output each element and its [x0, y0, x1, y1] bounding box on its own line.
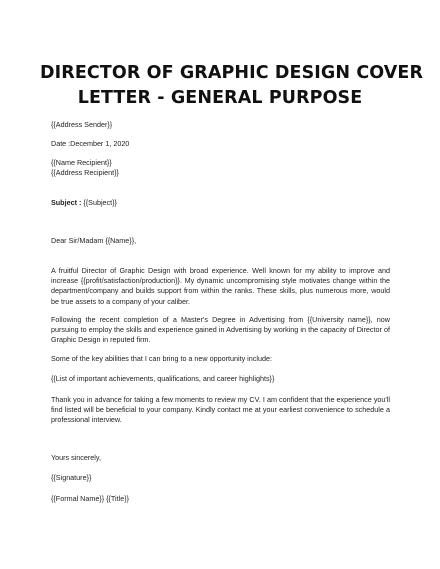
signature: {{Signature}} — [51, 473, 92, 482]
salutation: Dear Sir/Madam {{Name}}, — [51, 236, 137, 245]
letter-date: Date :December 1, 2020 — [51, 139, 130, 148]
subject-line — [51, 198, 390, 208]
formal-name-title: {{Formal Name}} {{Title}} — [51, 494, 130, 503]
address-sender: {{Address Sender}} — [51, 120, 113, 129]
paragraph-closing: Thank you in advance for taking a few moments to review my CV. I am confident that the experience you'll find listed will be beneficial to your company. Kindly contact me at your earliest convenience to schedule a professional interview. — [51, 395, 390, 425]
name-recipient: {{Name Recipient}} — [51, 158, 112, 167]
paragraph-abilities: Some of the key abilities that I can bring to a new opportunity include: — [51, 354, 272, 363]
paragraph-intro: A fruitful Director of Graphic Design with broad experience. Well known for my ability to improve and increase {{profit/satisfaction/production}}. My dynamic uncompromising style motivates change within the department/company and builds support from within the ranks. These skills, plus numerous more, would be true assets to a company of your caliber. — [51, 266, 390, 306]
address-recipient: {{Address Recipient}} — [51, 168, 119, 177]
letter-title — [40, 61, 424, 111]
title-line-2: LETTER - GENERAL PURPOSE — [77, 88, 363, 108]
closing: Yours sincerely, — [51, 453, 101, 462]
subject-value: {{Subject}} — [81, 198, 117, 207]
paragraph-achievements: {{List of important achievements, qualifications, and career highlights}} — [51, 374, 275, 383]
paragraph-education: Following the recent completion of a Master's Degree in Advertising from {{University name}}, now pursuing to employ the skills and experience gained in Advertising by working in the capacity of Director of Graphic Design in reputed firm. — [51, 315, 390, 345]
title-line-1: DIRECTOR OF GRAPHIC DESIGN COVER — [40, 63, 424, 83]
subject-label: Subject : — [51, 198, 82, 207]
